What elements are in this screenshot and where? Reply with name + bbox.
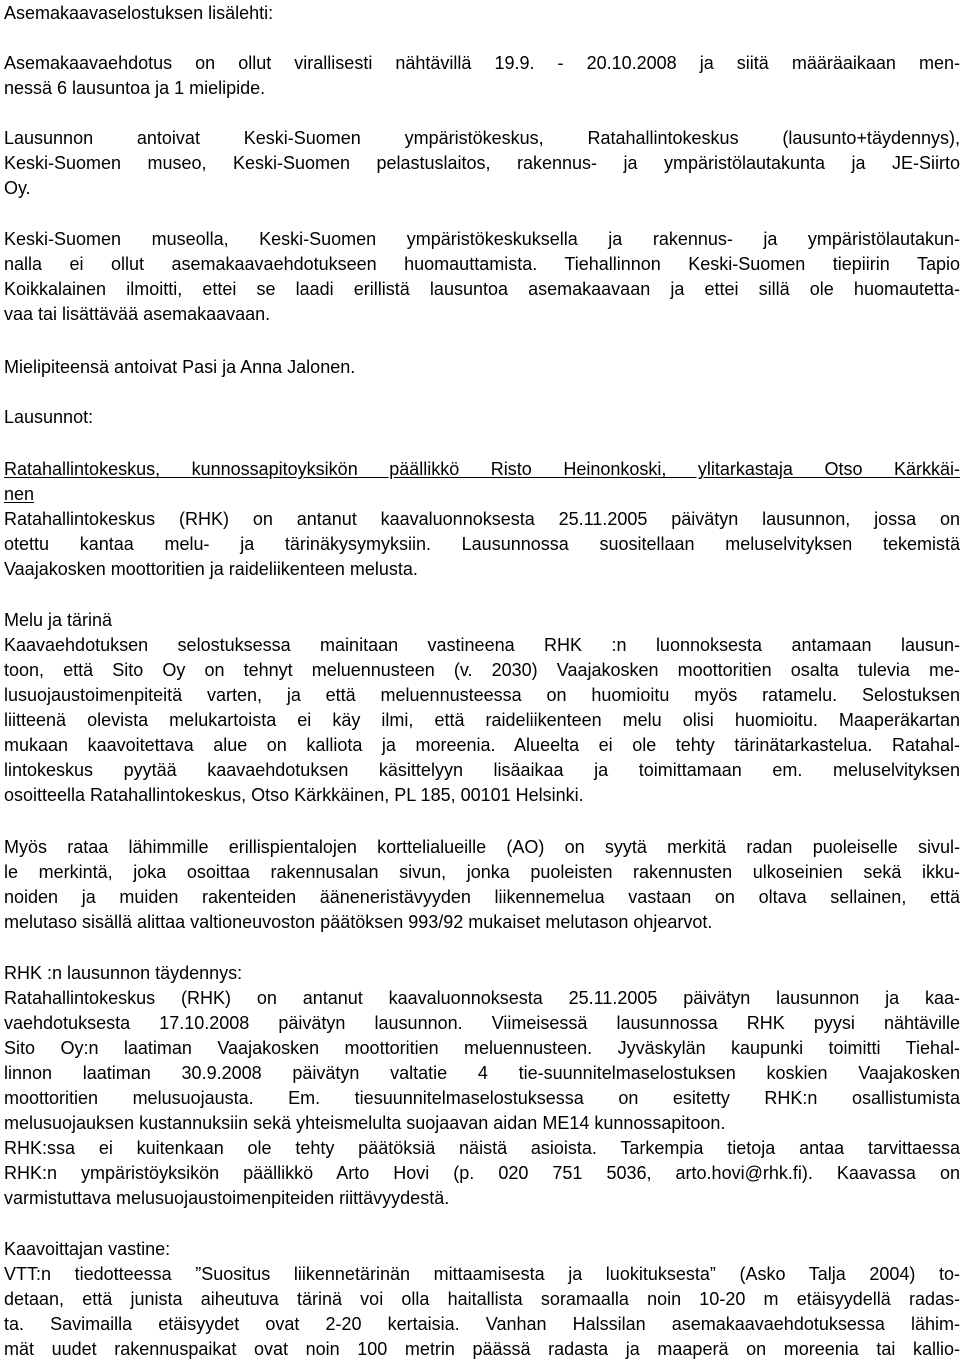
supplement-line-8: RHK:n ympäristöyksikön päällikkö Arto Hovi (p. 020 751 5036, arto.hovi@rhk.fi). Kaavassa on (4, 1163, 960, 1183)
rhk-statement-line-1: Ratahallintokeskus (RHK) on antanut kaavaluonnoksesta 25.11.2005 päivätyn lausunnon, jossa on (4, 509, 960, 529)
noise-line-6: lintokeskus pyytää kaavaehdotuksen käsittelyyn lisäaikaa ja toimittamaan em. meluselvityksen (4, 760, 960, 780)
response-line-3: ta. Savimailla etäisyydet ovat 2-20 kertaisia. Vanhan Halssilan asemakaavaehdotuksessa lähim- (4, 1314, 960, 1334)
response-line-1: VTT:n tiedotteessa ”Suositus liikennetärinän mittaamisesta ja luokituksesta” (Asko Talja 2004) to- (4, 1264, 960, 1284)
noise-line-2: toon, että Sito Oy on tehnyt meluennusteen (v. 2030) Vaajakosken moottoritien osalta tulevia me- (4, 660, 960, 680)
supplement-line-1: Ratahallintokeskus (RHK) on antanut kaavaluonnoksesta 25.11.2005 päivätyn lausunnon ja kaa- (4, 988, 960, 1008)
marking-line-3: noiden ja muiden rakenteiden ääneneristävyyden liikennemelua vastaan on oltava sellainen, että (4, 887, 960, 907)
supplement-line-9: varmistuttava melusuojaustoimenpiteiden riittävyydestä. (4, 1188, 450, 1208)
intro-line-2: nessä 6 lausuntoa ja 1 mielipide. (4, 78, 266, 98)
givers-line-1: Lausunnon antoivat Keski-Suomen ympäristökeskus, Ratahallintokeskus (lausunto+täydennys), (4, 128, 960, 148)
marking-line-1: Myös rataa lähimmille erillispientalojen korttelialueille (AO) on syytä merkitä radan puoleiselle sivul- (4, 837, 960, 857)
no-comments-line-2: nalla ei ollut asemakaavaehdotukseen huomauttamista. Tiehallinnon Keski-Suomen tiepiirin Tapio (4, 254, 960, 274)
no-comments-line-3: Koikkalainen ilmoitti, ettei se laadi erillistä lausuntoa asemakaavaan ja ettei sillä ole huomautetta- (4, 279, 960, 299)
supplement-line-5: moottoritien melusuojausta. Em. tiesuunnitelmaselostuksessa on esitetty RHK:n osallistumista (4, 1088, 960, 1108)
response-heading: Kaavoittajan vastine: (4, 1239, 171, 1259)
rhk-statement-line-2: otettu kantaa melu- ja tärinäkysymyksiin. Lausunnossa suositellaan meluselvityksen tekemistä (4, 534, 960, 554)
noise-line-3: lusuojaustoimenpiteitä varten, ja että meluennusteessa on huomioitu myös ratamelu. Selostuksen (4, 685, 960, 705)
no-comments-line-1: Keski-Suomen museolla, Keski-Suomen ympäristökeskuksella ja rakennus- ja ympäristölautakun- (4, 229, 960, 249)
supplement-line-7: RHK:ssa ei kuitenkaan ole tehty päätöksiä näistä asioista. Tarkempia tietoja antaa tarvittaessa (4, 1138, 960, 1158)
noise-line-4: liitteenä olevista melukartoista ei käy ilmi, että raideliikenteen melu olisi huomioitu. Maaperäkartan (4, 710, 960, 730)
rhk-heading-line-1: Ratahallintokeskus, kunnossapitoyksikön päällikkö Risto Heinonkoski, ylitarkastaja Otso Kärkkäi- (4, 459, 960, 479)
statements-heading: Lausunnot: (4, 407, 94, 427)
noise-heading: Melu ja tärinä (4, 610, 113, 630)
givers-line-3: Oy. (4, 178, 31, 198)
supplement-heading: RHK :n lausunnon täydennys: (4, 963, 243, 983)
opinions-line: Mielipiteensä antoivat Pasi ja Anna Jalonen. (4, 357, 356, 377)
no-comments-line-4: vaa tai lisättävää asemakaavaan. (4, 304, 271, 324)
givers-line-2: Keski-Suomen museo, Keski-Suomen pelastuslaitos, rakennus- ja ympäristölautakunta ja JE-Siirto (4, 153, 960, 173)
marking-line-2: le merkintä, joka osoittaa rakennusalan sivun, jonka puoleisten rakennusten ulkoseinien sekä ikku- (4, 862, 960, 882)
document-heading: Asemakaavaselostuksen lisälehti: (4, 3, 274, 23)
supplement-line-2: vaehdotuksesta 17.10.2008 päivätyn lausunnon. Viimeisessä lausunnossa RHK pyysi nähtäville (4, 1013, 960, 1033)
noise-line-7: osoitteella Ratahallintokeskus, Otso Kärkkäinen, PL 185, 00101 Helsinki. (4, 785, 584, 805)
rhk-statement-line-3: Vaajakosken moottoritien ja raideliikenteen melusta. (4, 559, 418, 579)
supplement-line-4: linnon laatiman 30.9.2008 päivätyn valtatie 4 tie-suunnitelmaselostuksen koskien Vaajakosken (4, 1063, 960, 1083)
supplement-line-3: Sito Oy:n laatiman Vaajakosken moottoritien meluennusteen. Jyväskylän kaupunki toimitti Tiehal- (4, 1038, 960, 1058)
response-line-2: detaan, että junista aiheutuva tärinä voi olla haitallista soramaalla noin 10-20 m etäisyydellä radas- (4, 1289, 960, 1309)
supplement-line-6: melusuojauksen kustannuksiin sekä yhteismelulta suojaavan aidan ME14 kunnossapitoon. (4, 1113, 726, 1133)
response-line-4: mät uudet rakennuspaikat ovat noin 100 metrin päässä radasta ja maaperä on moreenia tai kallio- (4, 1339, 960, 1359)
noise-line-1: Kaavaehdotuksen selostuksessa mainitaan vastineena RHK :n luonnoksesta antamaan lausun- (4, 635, 960, 655)
rhk-heading-line-2: nen (4, 484, 35, 504)
noise-line-5: mukaan kaavoitettava alue on kalliota ja moreenia. Alueelta ei ole tehty tärinätarkastelua. Ratahal- (4, 735, 960, 755)
intro-line-1: Asemakaavaehdotus on ollut virallisesti nähtävillä 19.9. - 20.10.2008 ja siitä määräaikaan men- (4, 53, 960, 73)
marking-line-4: melutaso sisällä alittaa valtioneuvoston päätöksen 993/92 mukaiset melutason ohjearvot. (4, 912, 713, 932)
